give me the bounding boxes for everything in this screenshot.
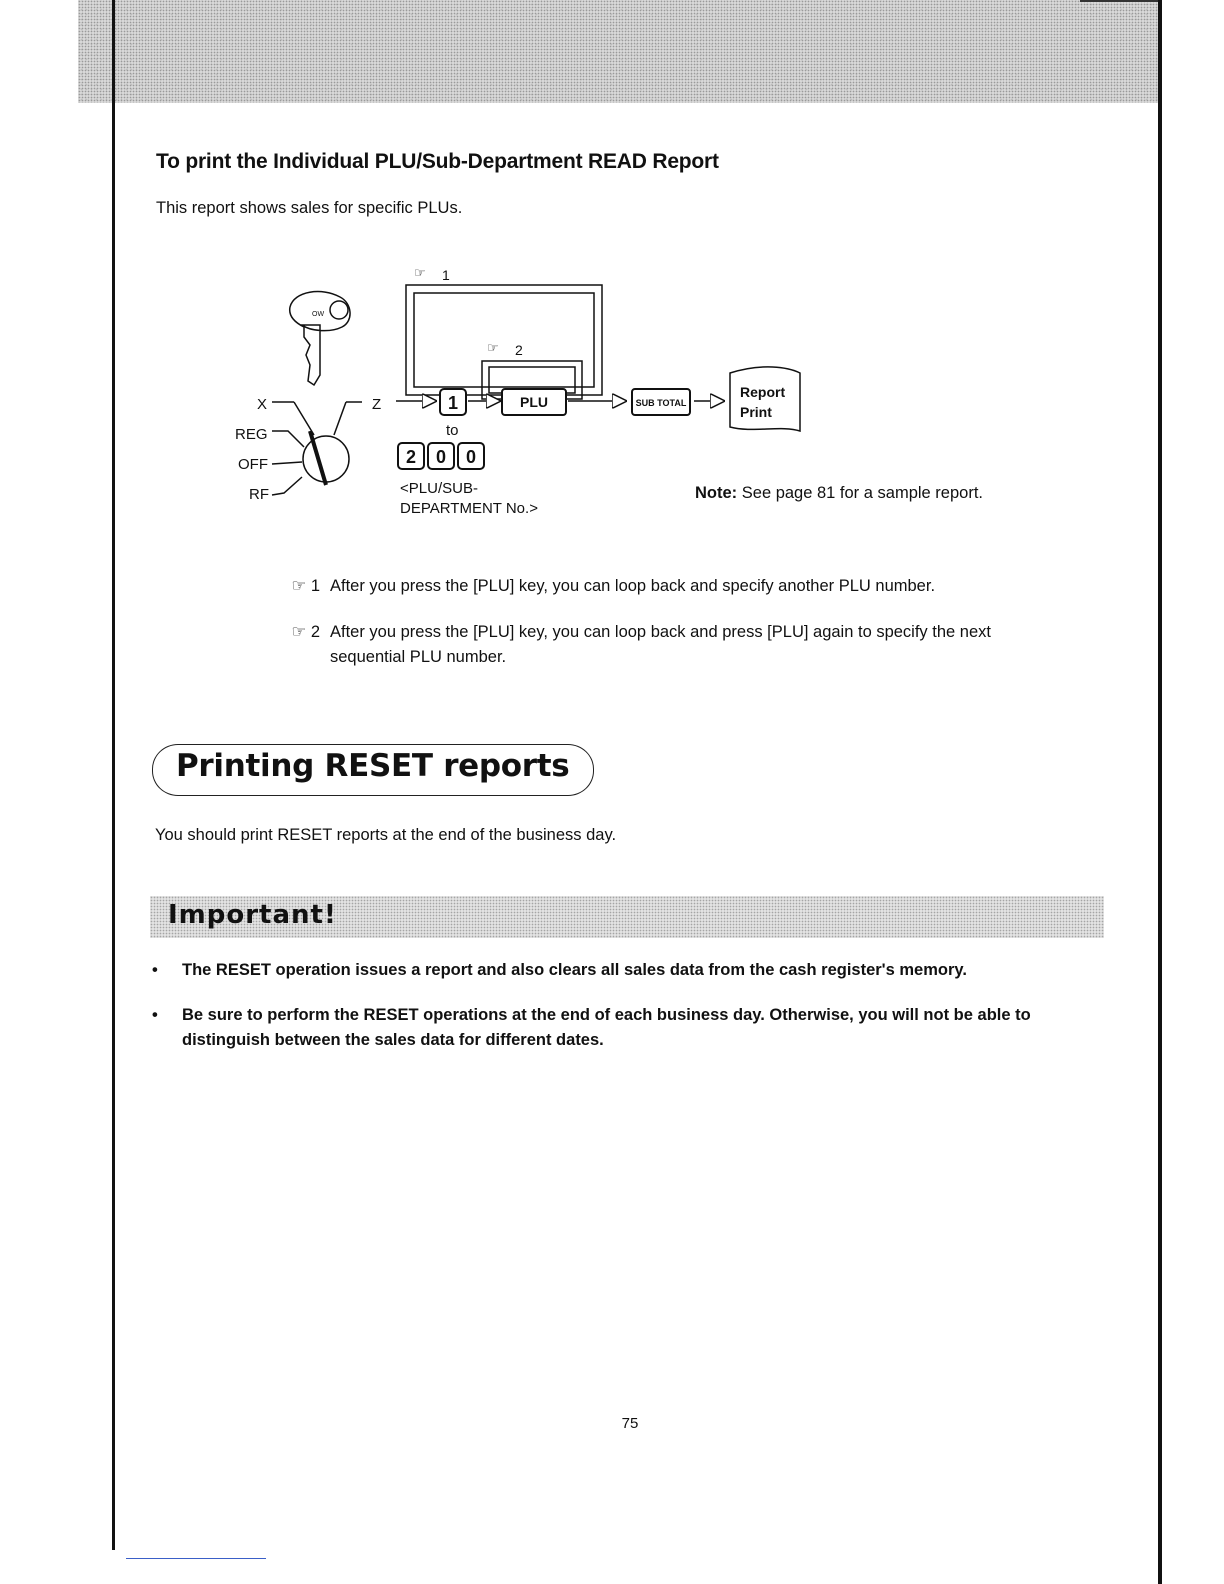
left-rule (112, 0, 115, 1550)
top-rule (1080, 0, 1160, 2)
ref-icon: ☞ 1 (291, 577, 320, 595)
plu-key (502, 389, 566, 415)
ref-icon: ☞ 2 (291, 623, 320, 641)
bullet-text: The RESET operation issues a report and also clears all sales data from the cash register's memory. (182, 961, 967, 979)
bottom-rule (126, 1558, 266, 1559)
mode-reg: REG (235, 426, 268, 443)
bullet-text: Be sure to perform the RESET operations at the end of each business day. Otherwise, you will not be able to distinguish between the sales data for different dates. (182, 1006, 1031, 1049)
subsection-title: To print the Individual PLU/Sub-Department READ Report (156, 150, 719, 173)
key-label: OW (312, 311, 325, 318)
ref-note-1 (268, 574, 1050, 599)
caption-line-1: <PLU/SUB- (400, 480, 478, 497)
mode-switch-icon (272, 402, 362, 495)
ref2-icon: ☞ (487, 341, 499, 356)
mode-z: Z (372, 396, 382, 413)
note-text: See page 81 for a sample report. (737, 484, 983, 502)
key-0a (428, 443, 454, 469)
key-icon (290, 292, 350, 385)
caption-line-2: DEPARTMENT No.> (400, 500, 538, 517)
bullet-icon: • (152, 1006, 158, 1024)
mode-rf: RF (249, 486, 269, 503)
note (695, 484, 983, 503)
important-title: Important! (168, 900, 337, 930)
right-rule (1158, 0, 1162, 1584)
mode-off: OFF (238, 456, 268, 473)
ref1-label: 1 (442, 267, 450, 283)
svg-text:PLU: PLU (520, 394, 548, 410)
ref-note-1-text: After you press the [PLU] key, you can loop back and specify another PLU number. (330, 577, 936, 595)
report-label: Report (740, 384, 786, 400)
key-2 (398, 443, 424, 469)
ref-note-2-text: After you press the [PLU] key, you can loop back and press [PLU] again to specify the next sequential PLU number. (330, 623, 991, 666)
page-number: 75 (621, 1415, 639, 1432)
subtotal-key (632, 389, 690, 415)
list-item (150, 1003, 1090, 1053)
ref-note-2 (268, 620, 1050, 670)
bullet-icon: • (152, 961, 158, 979)
intro-text: This report shows sales for specific PLUs. (156, 199, 463, 217)
ref2-label: 2 (515, 342, 523, 358)
print-label: Print (740, 404, 772, 420)
key-0b (458, 443, 484, 469)
section-intro: You should print RESET reports at the end of the business day. (155, 826, 617, 844)
important-list (150, 958, 1090, 1073)
list-item (150, 958, 1090, 983)
mode-x: X (257, 396, 268, 413)
svg-text:1: 1 (447, 393, 459, 413)
to-label: to (446, 422, 459, 439)
key-1 (440, 389, 466, 415)
svg-text:2: 2 (405, 447, 417, 467)
svg-text:0: 0 (435, 447, 447, 467)
ref1-icon: ☞ (414, 266, 426, 281)
header-band (78, 0, 1158, 103)
section-title: Printing RESET reports (176, 748, 570, 784)
loop-1-line (406, 285, 602, 395)
note-label: Note: (695, 484, 738, 502)
svg-text:SUB TOTAL: SUB TOTAL (635, 398, 687, 408)
svg-text:0: 0 (465, 447, 477, 467)
